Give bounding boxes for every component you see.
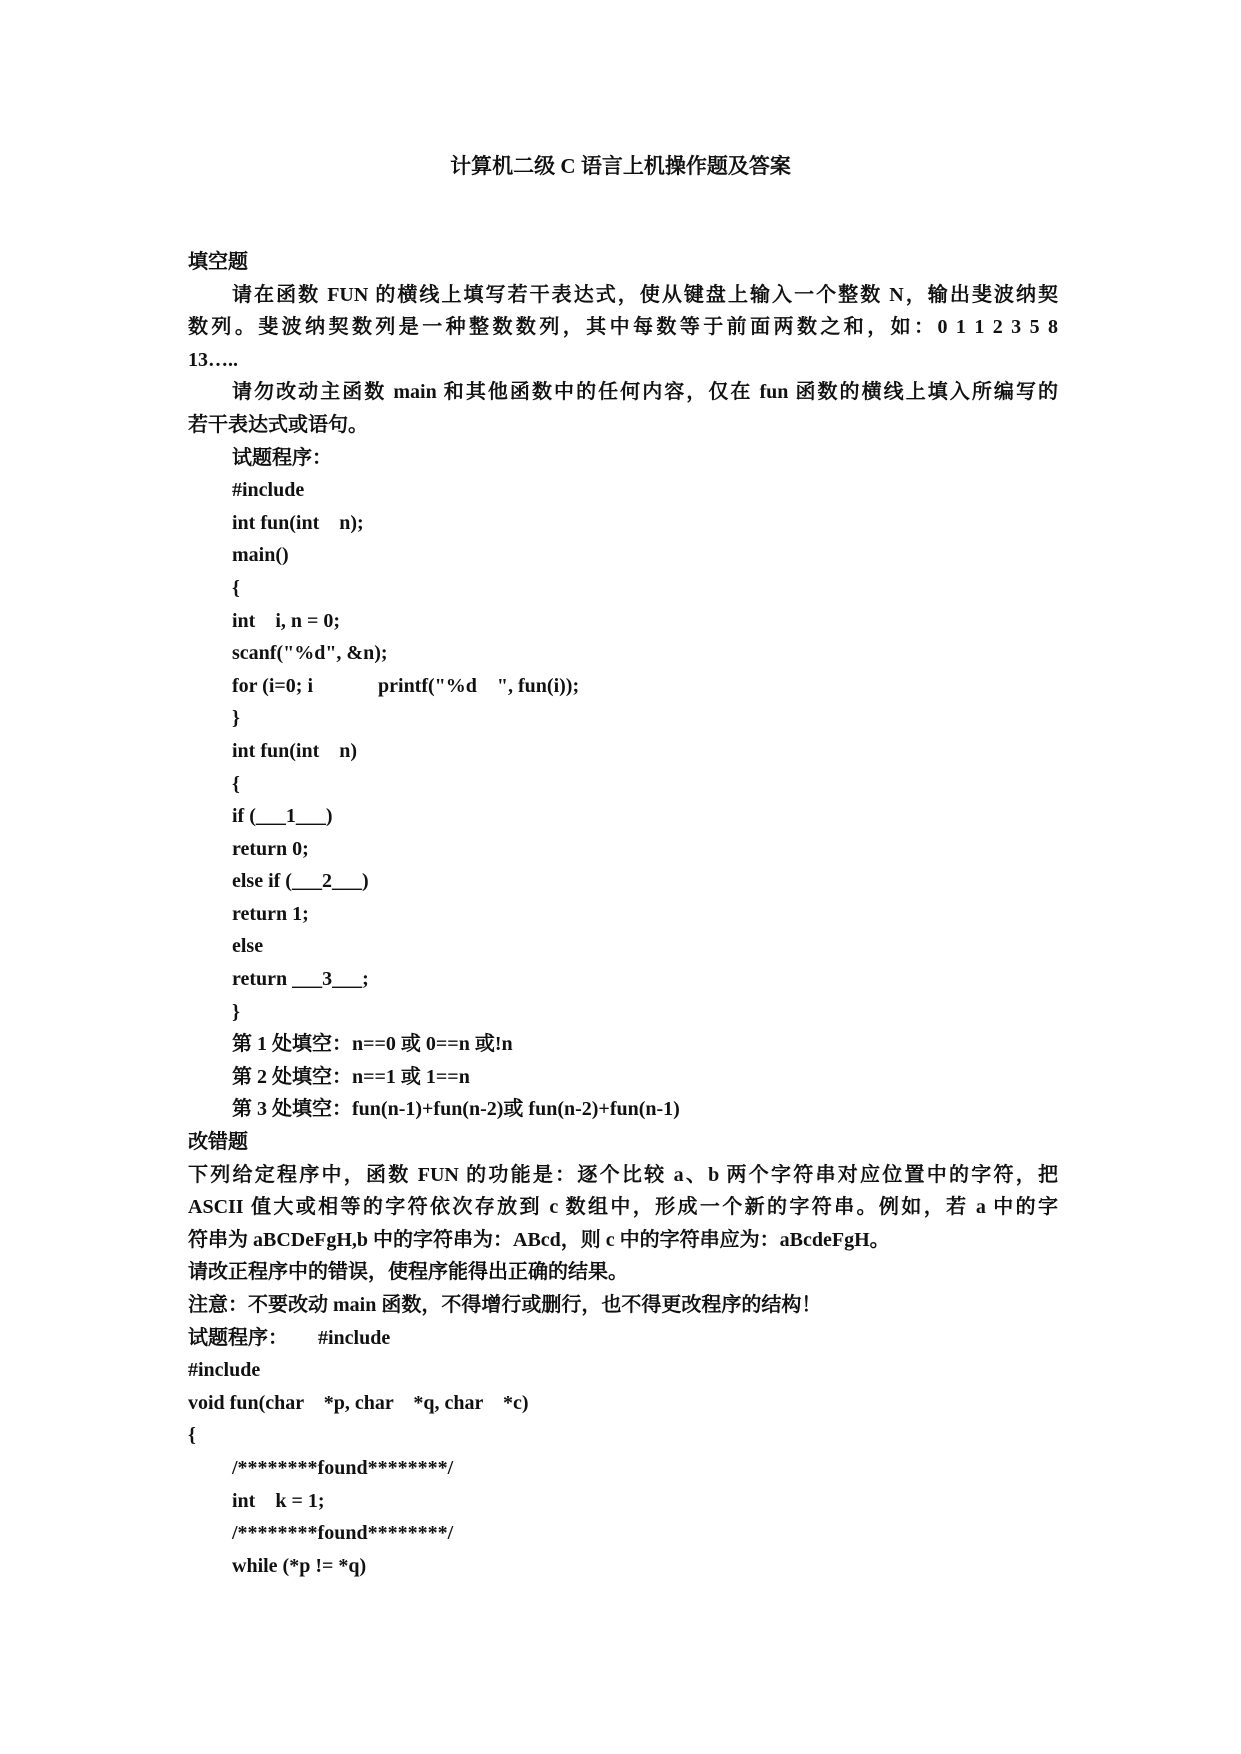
text-line: 下列给定程序中，函数 FUN 的功能是：逐个比较 a、b 两个字符串对应位置中的字符，把 [188, 1163, 1058, 1186]
text-line: ASCII 值大或相等的字符依次存放到 c 数组中，形成一个新的字符串。例如，若 a 中的字 [188, 1196, 1058, 1219]
text-line: 填空题 [188, 251, 248, 273]
page-title: 计算机二级 C 语言上机操作题及答案 [450, 154, 791, 178]
text-line: else [232, 935, 264, 958]
text-line: int fun(int n); [232, 511, 364, 534]
text-line: #include [188, 1359, 261, 1382]
text-line: #include [232, 479, 305, 502]
text-line: scanf("%d", &n); [232, 642, 388, 665]
text-line: 第 1 处填空：n==0 或 0==n 或!n [232, 1033, 513, 1056]
text-line: 改错题 [188, 1131, 248, 1154]
text-line: void fun(char *p, char *q, char *c) [188, 1391, 529, 1414]
text-line: main() [232, 544, 289, 567]
text-line: { [188, 1424, 196, 1447]
text-line: { [232, 772, 240, 795]
text-line: return ___3___; [232, 968, 369, 991]
text-line: 13….. [188, 348, 238, 371]
text-line: int fun(int n) [232, 739, 358, 762]
text-line: int k = 1; [232, 1489, 325, 1512]
text-line: else if (___2___) [232, 870, 369, 893]
text-line: 第 3 处填空：fun(n-1)+fun(n-2)或 fun(n-2)+fun(n-1) [232, 1098, 680, 1121]
text-line: return 1; [232, 902, 309, 925]
text-line: 请在函数 FUN 的横线上填写若干表达式，使从键盘上输入一个整数 N，输出斐波纳契 [232, 283, 1058, 306]
text-line: } [232, 1000, 240, 1023]
text-line: { [232, 576, 240, 599]
text-line: return 0; [232, 837, 309, 860]
text-line: for (i=0; i printf("%d ", fun(i)); [232, 674, 580, 697]
text-line: 请改正程序中的错误，使程序能得出正确的结果。 [188, 1261, 628, 1284]
text-line: 数列。斐波纳契数列是一种整数数列，其中每数等于前面两数之和，如：0 1 1 2 3 5 8 [188, 316, 1058, 339]
text-line: if (___1___) [232, 805, 333, 828]
document-body [188, 246, 1058, 1582]
text-line: int i, n = 0; [232, 609, 341, 632]
text-line: 请勿改动主函数 main 和其他函数中的任何内容，仅在 fun 函数的横线上填入所编写的 [232, 381, 1058, 404]
text-line: 注意：不要改动 main 函数，不得增行或删行，也不得更改程序的结构！ [188, 1294, 822, 1316]
text-line: 符串为 aBCDeFgH,b 中的字符串为：ABcd，则 c 中的字符串应为：aBcdeFgH。 [188, 1228, 890, 1251]
text-line: 试题程序： #include [188, 1326, 391, 1349]
text-line: 第 2 处填空：n==1 或 1==n [232, 1065, 470, 1088]
text-line: /********found********/ [232, 1456, 454, 1479]
text-line: /********found********/ [232, 1522, 454, 1545]
text-line: 试题程序： [232, 446, 332, 469]
text-line: } [232, 707, 240, 730]
text-line: 若干表达式或语句。 [188, 413, 368, 436]
text-line: while (*p != *q) [232, 1554, 367, 1577]
